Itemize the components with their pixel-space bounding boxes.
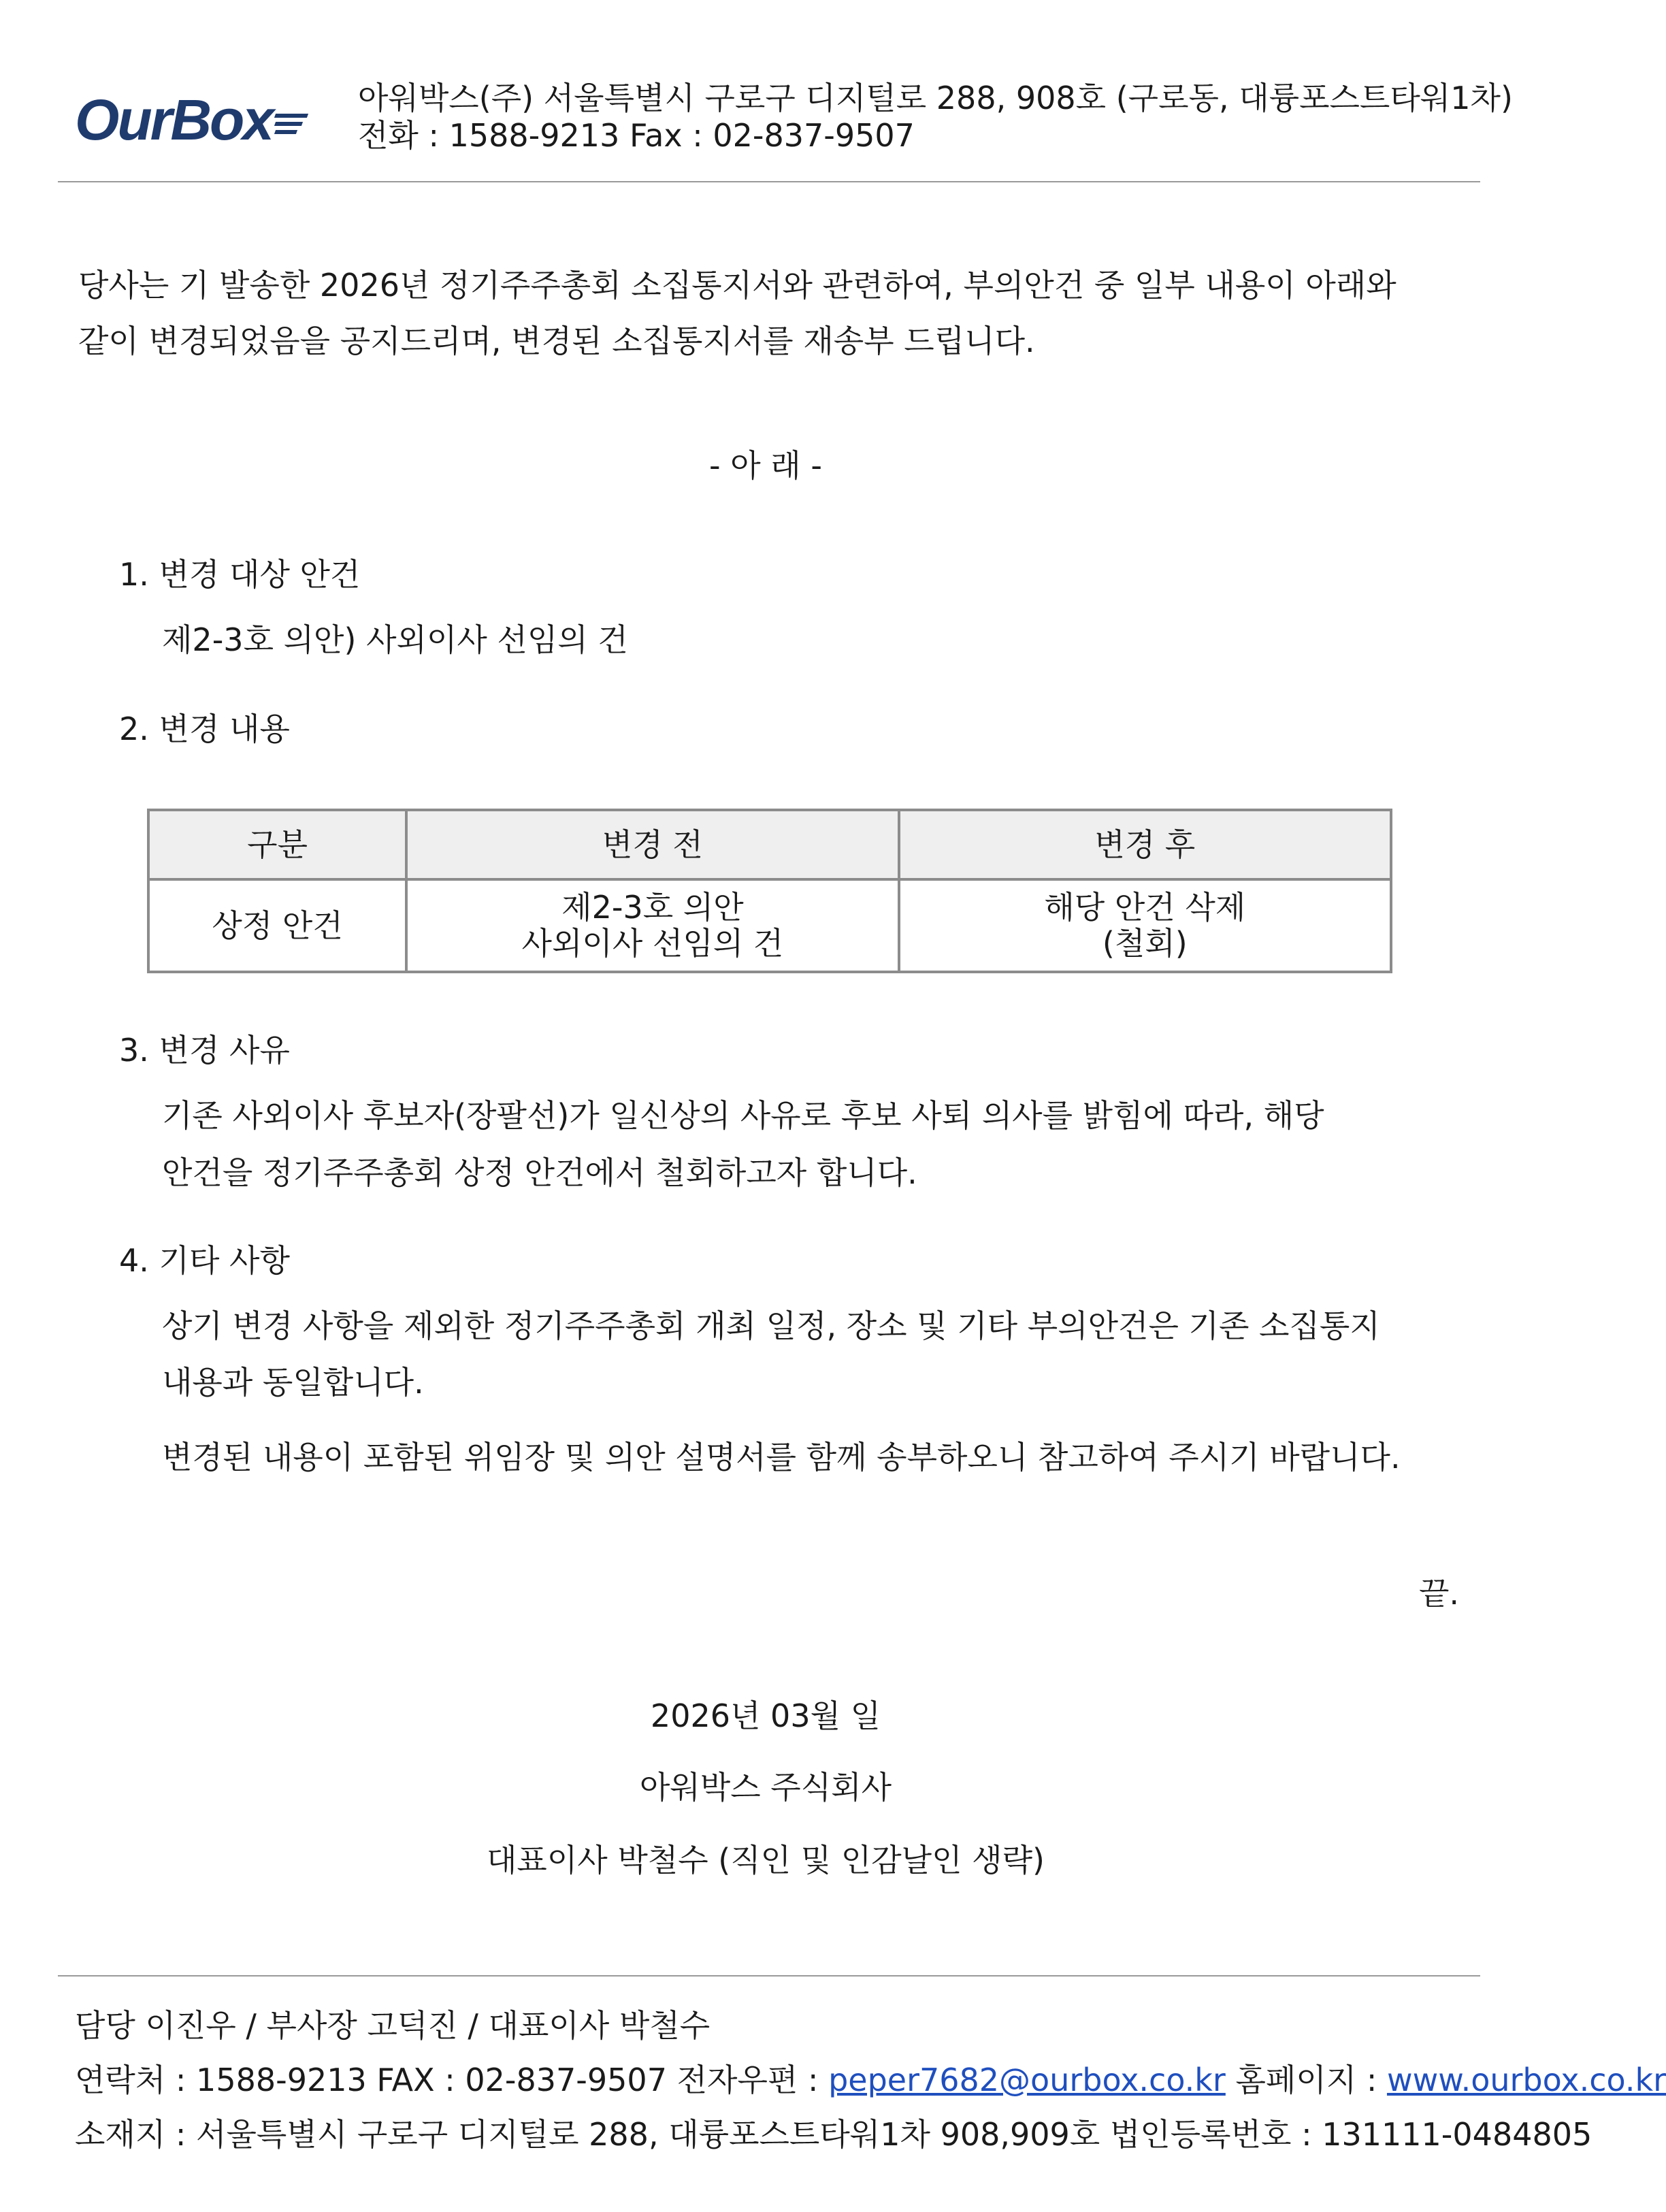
company-logo (75, 87, 310, 153)
section-3-line-2: 안건을 정기주주총회 상정 안건에서 철회하고자 합니다. (162, 1154, 917, 1191)
section-3-title: 3. 변경 사유 (119, 1032, 290, 1069)
table-header-after: 변경 후 (899, 810, 1391, 879)
section-1-title: 1. 변경 대상 안건 (119, 556, 361, 593)
footer-homepage-label: 홈페이지 : (1225, 2062, 1387, 2098)
footer-address: 소재지 : 서울특별시 구로구 디지털로 288, 대륭포스트타워1차 908,909호 법인등록번호 : 131111-0484805 (75, 2116, 1592, 2153)
table-row (148, 879, 1391, 972)
footer-contact (75, 2062, 1666, 2098)
table-cell-before-line-1: 제2-3호 의안 (561, 889, 744, 926)
logo-text: OurBox (75, 88, 273, 152)
table-header-row (148, 810, 1391, 879)
change-table (147, 809, 1392, 973)
logo-speed-lines-icon (275, 110, 310, 140)
section-4-line-1: 상기 변경 사항을 제외한 정기주주총회 개최 일정, 장소 및 기타 부의안건은 기존 소집통지 (162, 1307, 1380, 1344)
table-cell-after-line-1: 해당 안건 삭제 (1044, 889, 1246, 926)
signature-ceo: 대표이사 박철수 (직인 및 인감날인 생략) (487, 1842, 1045, 1878)
table-cell-before-line-2: 사외이사 선임의 건 (521, 925, 784, 962)
section-4-line-3: 변경된 내용이 포함된 위임장 및 의안 설명서를 함께 송부하오니 참고하여 주시기 바랍니다. (162, 1439, 1401, 1476)
section-2-title: 2. 변경 내용 (119, 711, 290, 747)
intro-line-2: 같이 변경되었음을 공지드리며, 변경된 소집통지서를 재송부 드립니다. (78, 323, 1035, 359)
table-cell-category: 상정 안건 (148, 879, 406, 972)
intro-line-1: 당사는 기 발송한 2026년 정기주주총회 소집통지서와 관련하여, 부의안건 중 일부 내용이 아래와 (78, 267, 1396, 304)
footer-contact-prefix: 연락처 : 1588-9213 FAX : 02-837-9507 전자우편 : (75, 2062, 829, 2098)
signature-company: 아워박스 주식회사 (639, 1769, 892, 1806)
table-header-before: 변경 전 (406, 810, 898, 879)
table-cell-before (406, 879, 898, 972)
section-4-title: 4. 기타 사항 (119, 1242, 290, 1279)
footer-divider (58, 1975, 1480, 1977)
section-3-line-1: 기존 사외이사 후보자(장팔선)가 일신상의 사유로 후보 사퇴 의사를 밝힘에 따라, 해당 (162, 1097, 1324, 1134)
end-mark: 끝. (1419, 1575, 1460, 1612)
header-divider (58, 181, 1480, 182)
table-header-category: 구분 (148, 810, 406, 879)
header-address: 아워박스(주) 서울특별시 구로구 디지털로 288, 908호 (구로동, 대륭포스트타워1차) (358, 80, 1513, 116)
section-4-line-2: 내용과 동일합니다. (162, 1364, 424, 1401)
section-1-body: 제2-3호 의안) 사외이사 선임의 건 (162, 621, 628, 658)
footer-approvals: 담당 이진우 / 부사장 고덕진 / 대표이사 박철수 (75, 2007, 710, 2044)
footer-email-link[interactable]: peper7682@ourbox.co.kr (828, 2062, 1226, 2098)
signature-date: 2026년 03월 일 (650, 1697, 881, 1734)
footer-homepage-link[interactable]: www.ourbox.co.kr (1386, 2062, 1666, 2098)
table-cell-after (899, 879, 1391, 972)
header-phone-fax: 전화 : 1588-9213 Fax : 02-837-9507 (358, 117, 915, 154)
table-cell-after-line-2: (철회) (1102, 925, 1188, 962)
notice-heading: - 아 래 - (709, 447, 822, 484)
